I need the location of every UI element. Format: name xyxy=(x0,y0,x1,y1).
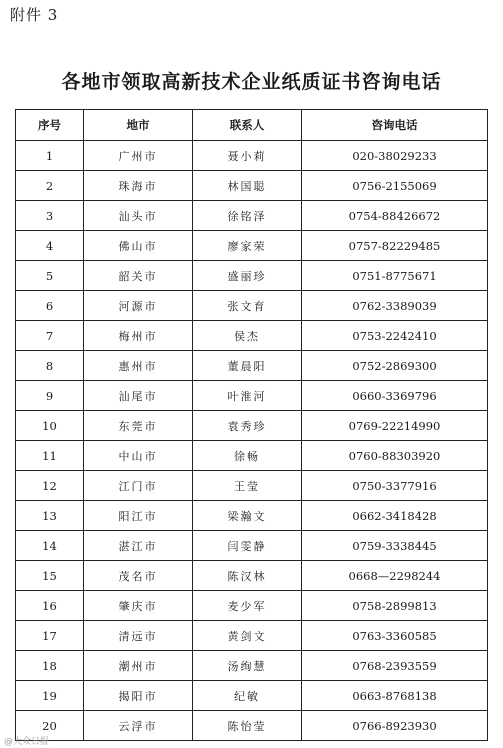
document-title: 各地市领取高新技术企业纸质证书咨询电话 xyxy=(61,71,442,93)
cell-phone: 0759-3338445 xyxy=(302,531,488,561)
cell-city: 揭阳市 xyxy=(84,681,193,711)
table-row xyxy=(16,471,488,501)
watermark-logo: @大众日报 xyxy=(4,737,50,747)
table-row xyxy=(16,381,488,411)
cell-index: 17 xyxy=(16,621,84,651)
cell-phone: 0668—2298244 xyxy=(302,561,488,591)
cell-city: 云浮市 xyxy=(84,711,193,741)
table-row xyxy=(16,261,488,291)
cell-index: 5 xyxy=(16,261,84,291)
cell-contact: 聂小莉 xyxy=(193,141,302,171)
cell-contact: 盛丽珍 xyxy=(193,261,302,291)
cell-phone: 0660-3369796 xyxy=(302,381,488,411)
cell-city: 河源市 xyxy=(84,291,193,321)
cell-contact: 侯杰 xyxy=(193,321,302,351)
cell-contact: 董晨阳 xyxy=(193,351,302,381)
cell-city: 汕尾市 xyxy=(84,381,193,411)
cell-index: 16 xyxy=(16,591,84,621)
cell-index: 20 xyxy=(16,711,84,741)
table-row xyxy=(16,291,488,321)
cell-city: 阳江市 xyxy=(84,501,193,531)
cell-city: 佛山市 xyxy=(84,231,193,261)
cell-contact: 廖家荣 xyxy=(193,231,302,261)
cell-city: 湛江市 xyxy=(84,531,193,561)
cell-contact: 陈汉林 xyxy=(193,561,302,591)
header-phone: 咨询电话 xyxy=(302,110,488,141)
table-row xyxy=(16,141,488,171)
cell-contact: 梁瀚文 xyxy=(193,501,302,531)
cell-phone: 0762-3389039 xyxy=(302,291,488,321)
table-row xyxy=(16,231,488,261)
cell-phone: 0768-2393559 xyxy=(302,651,488,681)
cell-index: 15 xyxy=(16,561,84,591)
cell-phone: 0751-8775671 xyxy=(302,261,488,291)
table-row xyxy=(16,441,488,471)
cell-phone: 0754-88426672 xyxy=(302,201,488,231)
cell-contact: 徐畅 xyxy=(193,441,302,471)
cell-city: 韶关市 xyxy=(84,261,193,291)
cell-index: 4 xyxy=(16,231,84,261)
cell-phone: 0769-22214990 xyxy=(302,411,488,441)
cell-contact: 麦少军 xyxy=(193,591,302,621)
cell-city: 茂名市 xyxy=(84,561,193,591)
attachment-label: 附件 3 xyxy=(10,6,59,24)
cell-contact: 王莹 xyxy=(193,471,302,501)
table-row xyxy=(16,351,488,381)
cell-phone: 0757-82229485 xyxy=(302,231,488,261)
cell-index: 8 xyxy=(16,351,84,381)
cell-phone: 0663-8768138 xyxy=(302,681,488,711)
table-row xyxy=(16,681,488,711)
cell-contact: 徐铭泽 xyxy=(193,201,302,231)
cell-index: 18 xyxy=(16,651,84,681)
cell-index: 3 xyxy=(16,201,84,231)
cell-phone: 0756-2155069 xyxy=(302,171,488,201)
table-row xyxy=(16,711,488,741)
cell-index: 7 xyxy=(16,321,84,351)
cell-index: 1 xyxy=(16,141,84,171)
cell-phone: 0752-2869300 xyxy=(302,351,488,381)
header-city: 地市 xyxy=(84,110,193,141)
cell-contact: 纪敏 xyxy=(193,681,302,711)
cell-city: 梅州市 xyxy=(84,321,193,351)
cell-contact: 陈怡莹 xyxy=(193,711,302,741)
cell-phone: 0763-3360585 xyxy=(302,621,488,651)
cell-city: 潮州市 xyxy=(84,651,193,681)
cell-contact: 林国聪 xyxy=(193,171,302,201)
cell-contact: 袁秀珍 xyxy=(193,411,302,441)
table-row xyxy=(16,411,488,441)
cell-city: 广州市 xyxy=(84,141,193,171)
cell-phone: 0760-88303920 xyxy=(302,441,488,471)
header-index: 序号 xyxy=(16,110,84,141)
cell-city: 惠州市 xyxy=(84,351,193,381)
cell-city: 清远市 xyxy=(84,621,193,651)
contact-table xyxy=(15,109,488,741)
cell-contact: 汤绚慧 xyxy=(193,651,302,681)
table-row xyxy=(16,561,488,591)
cell-index: 10 xyxy=(16,411,84,441)
header-contact: 联系人 xyxy=(193,110,302,141)
cell-contact: 闫雯静 xyxy=(193,531,302,561)
cell-index: 12 xyxy=(16,471,84,501)
table-row xyxy=(16,651,488,681)
cell-index: 13 xyxy=(16,501,84,531)
cell-index: 9 xyxy=(16,381,84,411)
cell-phone: 0750-3377916 xyxy=(302,471,488,501)
table-row xyxy=(16,501,488,531)
table-row xyxy=(16,591,488,621)
table-row xyxy=(16,171,488,201)
cell-index: 14 xyxy=(16,531,84,561)
table-row xyxy=(16,621,488,651)
cell-city: 中山市 xyxy=(84,441,193,471)
cell-contact: 黄剑文 xyxy=(193,621,302,651)
cell-city: 珠海市 xyxy=(84,171,193,201)
cell-index: 19 xyxy=(16,681,84,711)
cell-phone: 0758-2899813 xyxy=(302,591,488,621)
cell-contact: 张文育 xyxy=(193,291,302,321)
table-row xyxy=(16,201,488,231)
table-header-row xyxy=(16,110,488,141)
cell-index: 6 xyxy=(16,291,84,321)
cell-city: 汕头市 xyxy=(84,201,193,231)
cell-phone: 0662-3418428 xyxy=(302,501,488,531)
cell-phone: 020-38029233 xyxy=(302,141,488,171)
table-row xyxy=(16,531,488,561)
cell-contact: 叶淮河 xyxy=(193,381,302,411)
cell-index: 11 xyxy=(16,441,84,471)
table-row xyxy=(16,321,488,351)
cell-phone: 0766-8923930 xyxy=(302,711,488,741)
cell-city: 江门市 xyxy=(84,471,193,501)
cell-phone: 0753-2242410 xyxy=(302,321,488,351)
cell-city: 东莞市 xyxy=(84,411,193,441)
cell-city: 肇庆市 xyxy=(84,591,193,621)
cell-index: 2 xyxy=(16,171,84,201)
